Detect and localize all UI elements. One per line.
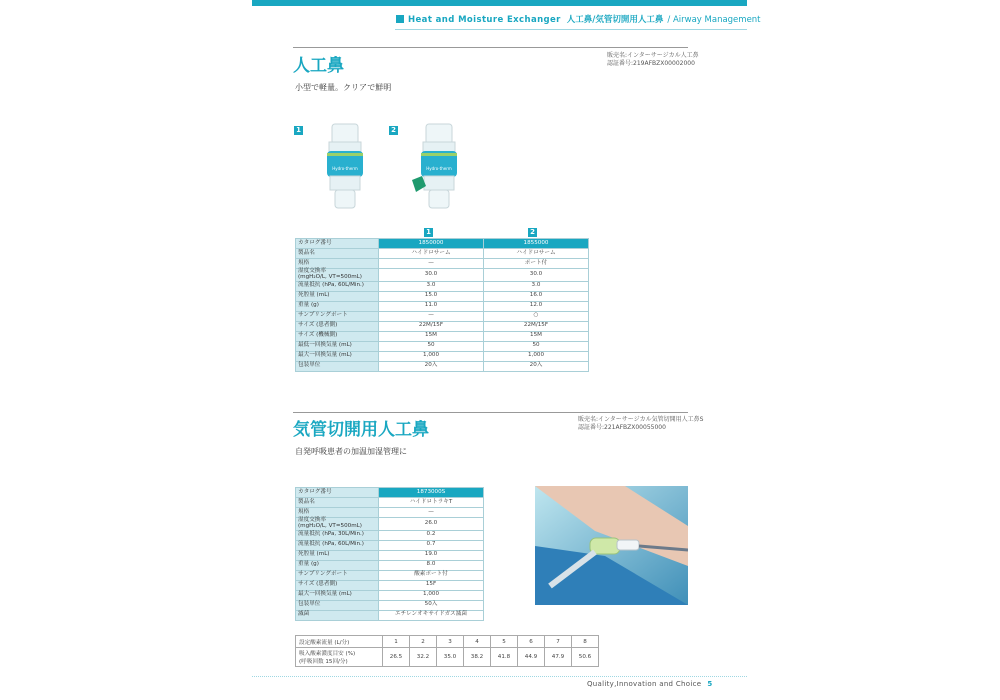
spec1-cell: 22M/15F — [484, 321, 589, 331]
product-2-label: Hydro-therm — [426, 166, 452, 171]
spec2-cell: 0.2 — [379, 530, 484, 540]
spec2-row-label: サイズ (患者側) — [296, 580, 379, 590]
spec2-row — [296, 488, 484, 498]
flow-row — [296, 636, 599, 648]
spec1-cell: ポート付 — [484, 259, 589, 269]
spec1-row-label: サンプリングポート — [296, 311, 379, 321]
spec1-row-label: 重量 (g) — [296, 301, 379, 311]
header-title-jp: 人工鼻/気管切開用人工鼻 — [566, 15, 664, 25]
section1-rule — [293, 47, 688, 48]
section2-title: 気管切開用人工鼻 — [293, 420, 429, 440]
spec1-row-label: カタログ番号 — [296, 239, 379, 249]
spec1-cell: 1850000 — [379, 239, 484, 249]
spec2-row-label: 包装単位 — [296, 600, 379, 610]
spec1-cell: 30.0 — [484, 269, 589, 282]
spec2-cell: — — [379, 508, 484, 518]
spec1-row — [296, 281, 589, 291]
spec1-row-label: 死腔量 (mL) — [296, 291, 379, 301]
spec1-row — [296, 239, 589, 249]
spec2-row — [296, 550, 484, 560]
footer-tagline: Quality,Innovation and Choice — [587, 680, 702, 688]
spec1-cell: 50 — [484, 341, 589, 351]
spec1-row — [296, 301, 589, 311]
page-number: 5 — [707, 680, 713, 688]
spec2-row-label: 最大一回換気量 (mL) — [296, 590, 379, 600]
spec2-cell: 1873000S — [379, 488, 484, 498]
spec1-row — [296, 321, 589, 331]
spec1-cell: — — [379, 259, 484, 269]
spec1-row — [296, 259, 589, 269]
header-title-en: Heat and Moisture Exchanger — [408, 15, 561, 25]
concentration-cell: 50.6 — [572, 648, 599, 667]
spec1-row — [296, 311, 589, 321]
spec1-row — [296, 361, 589, 371]
spec1-row-label: 規格 — [296, 259, 379, 269]
spec2-cell: エチレンオキサイドガス滅菌 — [379, 610, 484, 620]
spec2-row — [296, 498, 484, 508]
spec2-row-label: 滅菌 — [296, 610, 379, 620]
flow-cell: 6 — [518, 636, 545, 648]
header-rule — [395, 29, 747, 30]
table1-column-badge-1: 1 — [424, 228, 433, 237]
spec2-cell: ハイドロトラキT — [379, 498, 484, 508]
spec1-row — [296, 341, 589, 351]
flow-cell: 2 — [410, 636, 437, 648]
tracheostomy-photo — [535, 486, 688, 605]
spec1-row — [296, 291, 589, 301]
section1-tagline: 小型で軽量。クリアで鮮明 — [295, 83, 392, 92]
section1-trade-name: 販売名:インターサージカル人工鼻 — [607, 52, 699, 59]
flow-cell: 5 — [491, 636, 518, 648]
spec1-cell: 20入 — [379, 361, 484, 371]
section2-cert-number: 認証番号:221AFBZX00055000 — [578, 424, 666, 431]
spec2-cell: 1,000 — [379, 590, 484, 600]
section2-tagline: 自発呼吸患者の加温加湿管理に — [295, 447, 407, 456]
flow-cell: 3 — [437, 636, 464, 648]
spec-table-2 — [295, 487, 484, 621]
spec2-row — [296, 508, 484, 518]
concentration-row-label: 吸入酸素濃度目安 (%) (呼吸回数 15回/分) — [296, 648, 383, 667]
product-1-label: Hydro-therm — [332, 166, 358, 171]
section2-meta — [578, 416, 703, 432]
hme-product-2-image — [410, 120, 470, 215]
spec1-cell: — — [379, 311, 484, 321]
concentration-cell: 26.5 — [383, 648, 410, 667]
spec2-cell: 19.0 — [379, 550, 484, 560]
product-badge-1: 1 — [294, 126, 303, 135]
section2-rule — [293, 412, 688, 413]
spec1-cell: 1,000 — [484, 351, 589, 361]
spec1-row-label: 製品名 — [296, 249, 379, 259]
spec2-row — [296, 610, 484, 620]
table1-column-badge-2: 2 — [528, 228, 537, 237]
section1-cert-number: 認証番号:219AFBZX00002000 — [607, 60, 695, 67]
section2-trade-name: 販売名:インターサージカル気管切開用人工鼻S — [578, 416, 704, 423]
spec1-cell: ハイドロサーム — [379, 249, 484, 259]
spec2-cell: 15F — [379, 580, 484, 590]
spec2-row-label: 規格 — [296, 508, 379, 518]
spec1-cell: 3.0 — [484, 281, 589, 291]
spec1-cell: 15M — [484, 331, 589, 341]
spec2-row-label: 流量抵抗 (hPa, 30L/Min.) — [296, 530, 379, 540]
spec1-row — [296, 269, 589, 282]
concentration-cell: 44.9 — [518, 648, 545, 667]
spec2-cell: 8.0 — [379, 560, 484, 570]
spec1-row-label: 包装単位 — [296, 361, 379, 371]
top-accent-bar — [252, 0, 747, 6]
spec2-row — [296, 590, 484, 600]
section1-meta — [607, 52, 699, 68]
header-square-icon — [396, 15, 404, 23]
spec1-cell: 22M/15F — [379, 321, 484, 331]
spec1-cell: 15.0 — [379, 291, 484, 301]
spec1-cell: 1855000 — [484, 239, 589, 249]
concentration-cell: 41.8 — [491, 648, 518, 667]
spec2-row — [296, 560, 484, 570]
spec2-cell: 酸素ポート付 — [379, 570, 484, 580]
spec1-cell: 3.0 — [379, 281, 484, 291]
concentration-cell: 38.2 — [464, 648, 491, 667]
spec1-cell: 30.0 — [379, 269, 484, 282]
spec2-row — [296, 600, 484, 610]
spec2-row — [296, 580, 484, 590]
oxygen-concentration-table — [295, 635, 599, 667]
spec-table-1 — [295, 238, 589, 372]
concentration-cell: 47.9 — [545, 648, 572, 667]
spec2-cell: 50入 — [379, 600, 484, 610]
spec1-row — [296, 331, 589, 341]
header-subtitle: / Airway Management — [667, 15, 761, 25]
product-badge-2: 2 — [389, 126, 398, 135]
spec2-row-label: 重量 (g) — [296, 560, 379, 570]
spec2-cell: 26.0 — [379, 518, 484, 531]
spec2-row-label: 製品名 — [296, 498, 379, 508]
spec2-row — [296, 540, 484, 550]
footer — [587, 680, 713, 688]
concentration-cell: 35.0 — [437, 648, 464, 667]
flow-cell: 4 — [464, 636, 491, 648]
page-header — [396, 13, 761, 27]
section1-title: 人工鼻 — [293, 56, 344, 76]
spec1-cell: 15M — [379, 331, 484, 341]
spec1-row-label: サイズ (機械側) — [296, 331, 379, 341]
spec1-row — [296, 351, 589, 361]
spec1-cell: 1,000 — [379, 351, 484, 361]
spec1-cell: ハイドロサーム — [484, 249, 589, 259]
spec2-row-label: サンプリングポート — [296, 570, 379, 580]
spec1-cell: 12.0 — [484, 301, 589, 311]
concentration-row — [296, 648, 599, 667]
spec1-row-label: 流量抵抗 (hPa, 60L/Min.) — [296, 281, 379, 291]
flow-row-label: 設定酸素流量 (L/分) — [296, 636, 383, 648]
spec1-row-label: 最低一回換気量 (mL) — [296, 341, 379, 351]
spec2-row-label: 流量抵抗 (hPa, 60L/Min.) — [296, 540, 379, 550]
flow-cell: 1 — [383, 636, 410, 648]
spec1-cell: 11.0 — [379, 301, 484, 311]
spec2-row-label: カタログ番号 — [296, 488, 379, 498]
spec1-cell: 50 — [379, 341, 484, 351]
hme-product-1-image — [316, 120, 376, 215]
spec1-cell: 16.0 — [484, 291, 589, 301]
spec1-row-label: 湿度交換率 (mgH₂O/L, VT=500mL) — [296, 269, 379, 282]
spec1-row-label: サイズ (患者側) — [296, 321, 379, 331]
spec1-row — [296, 249, 589, 259]
spec2-cell: 0.7 — [379, 540, 484, 550]
spec2-row — [296, 530, 484, 540]
spec1-cell: ○ — [484, 311, 589, 321]
flow-cell: 8 — [572, 636, 599, 648]
spec1-cell: 20入 — [484, 361, 589, 371]
spec1-row-label: 最大一回換気量 (mL) — [296, 351, 379, 361]
flow-cell: 7 — [545, 636, 572, 648]
spec2-row — [296, 570, 484, 580]
concentration-cell: 32.2 — [410, 648, 437, 667]
spec2-row — [296, 518, 484, 531]
spec2-row-label: 死腔量 (mL) — [296, 550, 379, 560]
spec2-row-label: 湿度交換率 (mgH₂O/L, VT=500mL) — [296, 518, 379, 531]
footer-rule — [252, 676, 747, 678]
